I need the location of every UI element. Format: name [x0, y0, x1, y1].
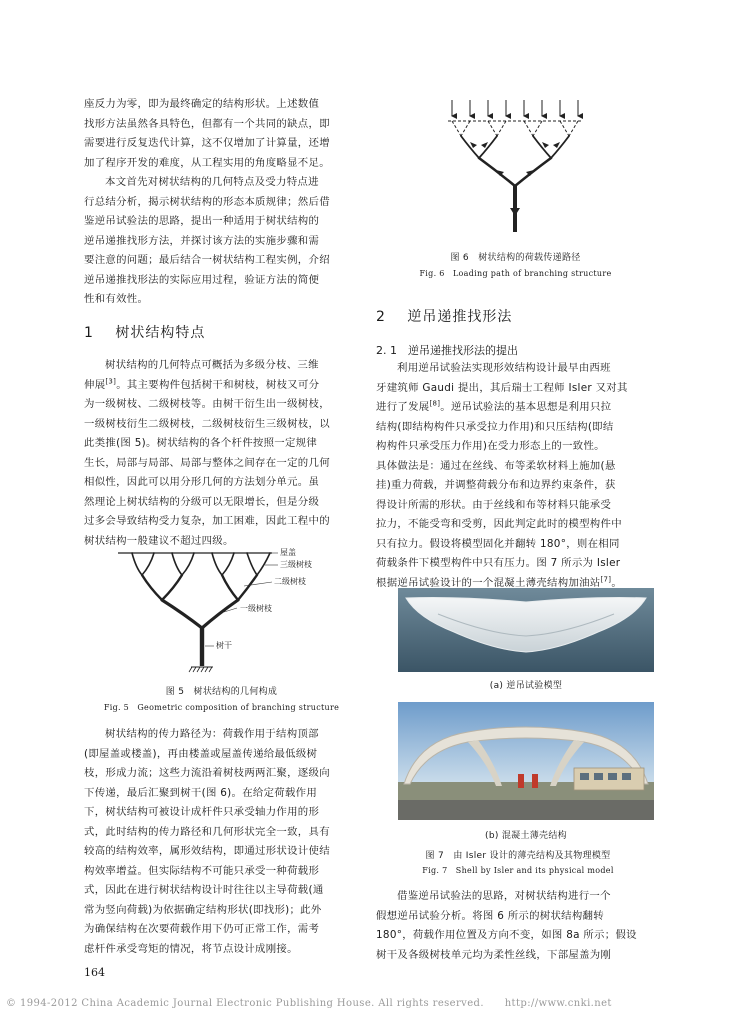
load-path-dashed [452, 121, 578, 136]
figure-7b-label: (b) 混凝土薄壳结构 [485, 831, 567, 841]
text-line: 借鉴逆吊试验法的思路，对树状结构进行一个 [397, 890, 611, 902]
citation-ref: [8] [429, 399, 441, 408]
third-level-branches [132, 553, 270, 575]
figure-5-caption-en: Fig. 5 Geometric composition of branching structure [103, 703, 340, 712]
text-line: 荷载条件下模型构件中只有压力。图 7 所示为 Isler [376, 557, 621, 569]
page-number: 164 [84, 966, 105, 979]
text-run: 。逆吊试验法的基本思想是利用只拉 [440, 401, 612, 413]
paragraph-3 [84, 356, 359, 551]
text-line: 下，树状结构可被设计成杆件只承受轴力作用的形 [84, 806, 320, 818]
text-run: 。其主要构件包括树干和树枝，树枝又可分 [116, 378, 320, 391]
section-1-heading [84, 322, 205, 342]
text-line: 较高的结构效率，属形效结构，即通过形状设计使结 [84, 845, 330, 857]
figure-6-caption-en: Fig. 6 Loading path of branching structure [419, 269, 612, 278]
text-line: 树状结构一般建议不超过四级。 [84, 534, 234, 547]
figure-6-caption-zh: 图 6 树状结构的荷载传递路径 [450, 253, 581, 263]
text-line: 树状结构的几何特点可概括为多级分枝、三维 [105, 359, 319, 371]
paragraph-6 [376, 887, 654, 965]
text-run: 伸展 [84, 378, 106, 391]
label-trunk: 树干 [216, 641, 232, 650]
load-path-branches [461, 136, 569, 186]
text-line: 逆吊递推找形法的实际应用过程，验证方法的简便 [84, 273, 320, 286]
left-column [84, 95, 359, 310]
text-line: 180°，荷载作用位置及方向不变，如图 8a 所示；假设 [376, 929, 637, 941]
text-line: 具体做法是：通过在丝线、布等柔软材料上施加(悬 [376, 459, 616, 472]
text-line: 假想逆吊试验分析。将图 6 所示的树状结构翻转 [376, 909, 604, 922]
text-line: 只有拉力。假设将模型固化并翻转 180°，则在相同 [376, 537, 620, 550]
text-line: 过多会导致结构受力复杂，加工困难，因此工程中的 [84, 515, 330, 527]
text-line: 一级树枝衍生二级树枝，二级树枝衍生三级树枝，以 [84, 417, 330, 430]
section-title: 逆吊递推找形法 [407, 309, 513, 325]
text-line: 为一级树枝、二级树枝等。由树干衍生出一级树枝， [84, 398, 330, 410]
citation-ref: [3] [105, 377, 117, 386]
section-number: 2 [376, 309, 386, 325]
text-line: 需要进行反复迭代计算，这不仅增加了计算量，还增 [84, 137, 330, 149]
figure-7a-photo [398, 588, 654, 672]
text-line: 相似性，因此可以用分形几何的方法划分单元。虽 [84, 476, 320, 488]
label-third-branch: 三级树枝 [280, 560, 312, 569]
text-run: 进行了发展 [376, 401, 430, 413]
paragraph-4 [84, 725, 359, 959]
load-arrows [452, 100, 578, 116]
text-line: 行总结分析，揭示树状结构的形态本质规律；然后借 [84, 195, 330, 208]
text-line: (即屋盖或楼盖)，再由楼盖或屋盖传递给最低级树 [84, 747, 318, 760]
text-line: 树状结构的传力路径为：荷载作用于结构顶部 [105, 728, 319, 740]
text-line [84, 376, 359, 396]
text-line: 逆吊递推找形方法，并探讨该方法的实施步骤和需 [84, 234, 320, 247]
figure-7a-label: (a) 逆吊试验模型 [489, 681, 563, 691]
figure-6-diagram [440, 96, 600, 242]
section-2-heading [376, 306, 512, 326]
text-line: 加了程序开发的难度，从工程实用的角度略显不足。 [84, 156, 330, 169]
text-line: 挂)重力荷载，并调整荷载分布和边界约束条件，获 [376, 479, 616, 491]
text-line [376, 398, 654, 418]
fuel-pump [532, 774, 538, 788]
text-line: 座反力为零，即为最终确定的结构形状。上述数值 [84, 98, 320, 110]
text-line: 得设计所需的形状。由于丝线和布等材料只能承受 [376, 498, 612, 511]
section-number: 1 [84, 325, 94, 341]
text-run: 根据逆吊试验设计的一个混凝土薄壳结构加油站 [376, 576, 601, 589]
text-line: 为确保结构在次要荷载作用下仍可正常工作，需考 [84, 923, 320, 935]
text-line: 要注意的问题；最后结合一树状结构工程实例，介绍 [84, 254, 330, 266]
text-line: 找形方法虽然各具特色，但都有一个共同的缺点，即 [84, 117, 330, 130]
road [398, 800, 654, 820]
text-line: 生长，局部与局部、局部与整体之间存在一定的几何 [84, 456, 330, 469]
text-line: 枝，形成力流；这些力流沿着树枝两两汇聚，逐级向 [84, 767, 330, 779]
text-line: 式，因此在进行树状结构设计时往往以主导荷载(通 [84, 884, 324, 896]
figure-7b-photo [398, 702, 654, 820]
paragraph-2 [84, 173, 359, 310]
label-first-branch: 一级树枝 [240, 604, 272, 613]
text-line: 常为竖向荷载)为依据确定结构形状(即找形)；此外 [84, 903, 322, 916]
figure-7-caption-en: Fig. 7 Shell by Isler and its physical model [422, 866, 614, 875]
copyright-footer: © 1994-2012 China Academic Journal Electronic Publishing House. All rights reserved. http://www.cnki.net [6, 998, 612, 1009]
text-line: 下传递，最后汇聚到树干(图 6)。在给定荷载作用 [84, 786, 318, 799]
ground-hatch [189, 667, 212, 672]
text-line: 拉力，不能受弯和受剪，因此判定此时的模型构件中 [376, 518, 622, 530]
citation-ref: [7] [600, 575, 612, 584]
label-roof: 屋盖 [280, 548, 296, 557]
figure-7-caption-zh: 图 7 由 Isler 设计的薄壳结构及其物理模型 [425, 851, 611, 861]
figure-5-caption-zh: 图 5 树状结构的几何构成 [165, 687, 278, 697]
label-leaders [205, 553, 278, 646]
text-line: 本文首先对树状结构的几何特点及受力特点进 [105, 176, 319, 188]
section-title: 树状结构特点 [115, 325, 206, 341]
text-line: 牙建筑师 Gaudi 提出，其后瑞士工程师 Isler 又对其 [376, 381, 628, 394]
paragraph-5 [376, 359, 654, 593]
text-line: 树干及各级树枝单元均为柔性丝线，下部屋盖为刚 [376, 948, 612, 961]
text-line: 虑杆件承受弯矩的情况，将节点设计成刚接。 [84, 942, 298, 955]
text-line: 利用逆吊试验法实现形效结构设计最早由西班 [397, 362, 611, 374]
text-line: 构效率增益。但实际结构不可能只承受一种荷载形 [84, 864, 320, 877]
paragraph-1 [84, 95, 359, 173]
text-line: 结构(即结构构件只承受拉力作用)和只压结构(即结 [376, 420, 614, 433]
text-line: 此类推(图 5)。树状结构的各个杆件按照一定规律 [84, 437, 318, 449]
first-level-branches [162, 600, 238, 628]
text-line: 构构件只承受压力作用)在受力形态上的一致性。 [376, 440, 605, 452]
text-line: 性和有效性。 [84, 293, 149, 305]
second-level-branches [142, 575, 257, 600]
fuel-pump [518, 774, 524, 788]
label-second-branch: 二级树枝 [274, 577, 306, 586]
subsection-2-1-heading: 2. 1 逆吊递推找形法的提出 [376, 344, 518, 357]
text-line: 然理论上树状结构的分级可以无限增长，但是分级 [84, 495, 320, 508]
text-line: 式，此时结构的传力路径和几何形状完全一致，具有 [84, 825, 330, 838]
text-line: 鉴逆吊试验法的思路，提出一种适用于树状结构的 [84, 215, 320, 227]
text-run: 。 [611, 576, 623, 589]
